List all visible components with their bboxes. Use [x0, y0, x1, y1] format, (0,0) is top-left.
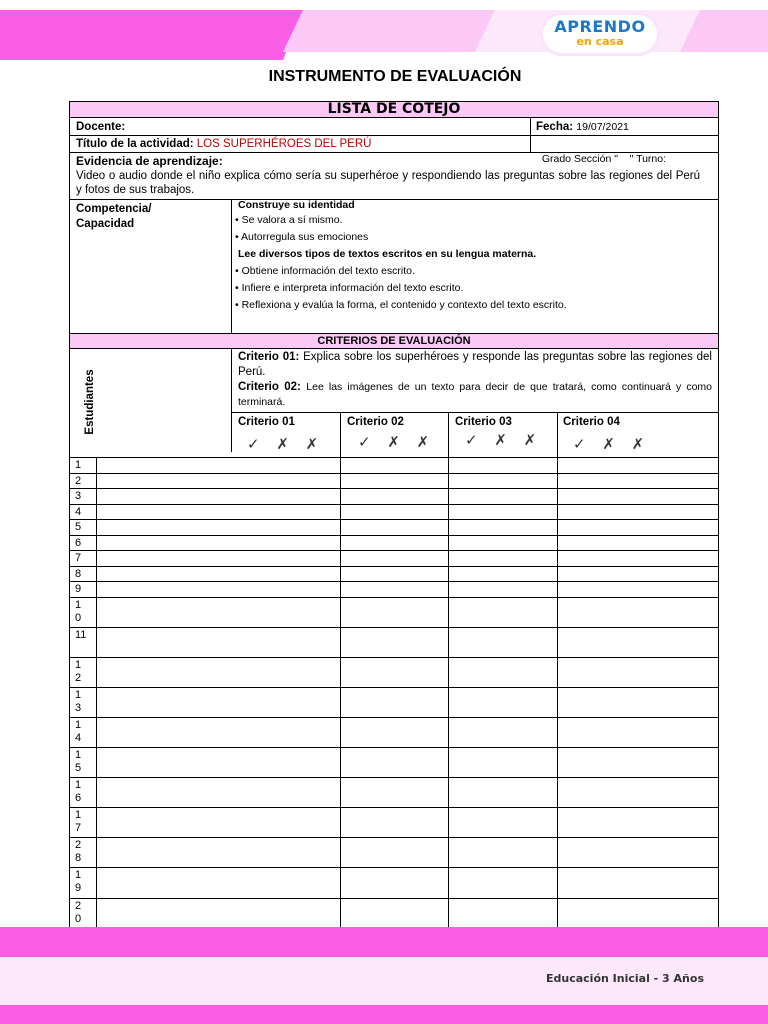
table-cell-c4[interactable] [558, 747, 718, 777]
table-cell-c1[interactable] [232, 747, 340, 777]
table-cell-c2[interactable] [341, 807, 448, 837]
docente-label: Docente: [76, 121, 126, 133]
table-cell-c4[interactable] [558, 717, 718, 747]
table-cell-c4[interactable] [558, 807, 718, 837]
table-cell-c4[interactable] [558, 581, 718, 597]
docente-cell[interactable] [76, 120, 516, 134]
table-cell-c1[interactable] [232, 519, 340, 535]
table-cell-name[interactable] [97, 777, 231, 807]
table-cell-c2[interactable] [341, 898, 448, 928]
table-cell-name[interactable] [97, 519, 231, 535]
list-title: LISTA DE COTEJO [327, 101, 461, 117]
table-cell-name[interactable] [97, 717, 231, 747]
table-cell-c2[interactable] [341, 747, 448, 777]
titulo-cell [76, 137, 526, 151]
table-cell-c3[interactable] [449, 898, 557, 928]
table-cell-name[interactable] [97, 657, 231, 687]
column-header-criterio-03: Criterio 03 [455, 416, 512, 428]
table-cell-c2[interactable] [341, 627, 448, 657]
table-cell-c1[interactable] [232, 488, 340, 504]
table-cell-c1[interactable] [232, 898, 340, 928]
table-cell-c4[interactable] [558, 457, 718, 473]
table-cell-c4[interactable] [558, 898, 718, 928]
row-number: 15 [75, 749, 82, 774]
marks-icon: ✓ ✗ ✗ [573, 435, 651, 453]
comp2-item: • Reflexiona y evalúa la forma, el contenido y contexto del texto escrito. [235, 299, 567, 311]
row-number: 8 [75, 567, 82, 580]
table-cell-c3[interactable] [449, 747, 557, 777]
table-cell-c2[interactable] [341, 504, 448, 520]
table-cell-c2[interactable] [341, 457, 448, 473]
table-cell-c3[interactable] [449, 717, 557, 747]
titulo-label: Título de la actividad: [76, 138, 194, 150]
table-cell-c4[interactable] [558, 777, 718, 807]
table-cell-c3[interactable] [449, 597, 557, 627]
aprendo-en-casa-logo [543, 15, 657, 53]
table-cell-c2[interactable] [341, 535, 448, 551]
row-number: 17 [75, 809, 82, 835]
row-number: 19 [75, 869, 82, 895]
table-cell-c3[interactable] [449, 457, 557, 473]
row-number: 10 [75, 598, 82, 624]
table-cell-c3[interactable] [449, 687, 557, 717]
table-cell-c1[interactable] [232, 581, 340, 597]
row-number: 14 [75, 718, 82, 744]
table-cell-c1[interactable] [232, 657, 340, 687]
table-cell-name[interactable] [97, 898, 231, 928]
table-cell-c4[interactable] [558, 867, 718, 897]
table-cell-name[interactable] [97, 867, 231, 897]
table-cell-c1[interactable] [232, 717, 340, 747]
table-cell-c4[interactable] [558, 837, 718, 867]
page-title: INSTRUMENTO DE EVALUACIÓN [268, 68, 522, 85]
table-cell-name[interactable] [97, 597, 231, 627]
row-number: 7 [75, 552, 82, 564]
table-cell-name[interactable] [97, 535, 231, 551]
comp2-item: • Infiere e interpreta información del texto escrito. [235, 282, 464, 294]
row-number: 4 [75, 505, 82, 518]
table-cell-c2[interactable] [341, 657, 448, 687]
row-number: 2 [75, 474, 82, 487]
row-number: 20 [75, 899, 82, 925]
table-cell-name[interactable] [97, 747, 231, 777]
table-cell-name[interactable] [97, 488, 231, 504]
table-cell-c3[interactable] [449, 867, 557, 897]
table-cell-name[interactable] [97, 807, 231, 837]
table-cell-c3[interactable] [449, 535, 557, 551]
table-cell-c1[interactable] [232, 473, 340, 489]
footer-text: Educación Inicial - 3 Años [545, 972, 704, 985]
table-cell-c1[interactable] [232, 867, 340, 897]
table-cell-c2[interactable] [341, 488, 448, 504]
marks-icon: ✓ ✗ ✗ [465, 431, 543, 449]
table-cell-c1[interactable] [232, 837, 340, 867]
table-cell-c4[interactable] [558, 687, 718, 717]
table-cell-c2[interactable] [341, 867, 448, 897]
grado-text: Grado Sección " " Turno: [541, 153, 667, 165]
table-cell-c4[interactable] [558, 504, 718, 520]
table-cell-c4[interactable] [558, 473, 718, 489]
table-cell-c2[interactable] [341, 566, 448, 582]
table-cell-c4[interactable] [558, 535, 718, 551]
table-cell-c3[interactable] [449, 473, 557, 489]
table-cell-c3[interactable] [449, 837, 557, 867]
table-cell-c4[interactable] [558, 627, 718, 657]
marks-icon: ✓ ✗ ✗ [247, 435, 325, 453]
table-cell-c1[interactable] [232, 535, 340, 551]
column-header-criterio-02: Criterio 02 [347, 416, 404, 428]
evidencia-label: Evidencia de aprendizaje: [76, 154, 223, 168]
table-cell-c3[interactable] [449, 627, 557, 657]
table-cell-c1[interactable] [232, 627, 340, 657]
table-cell-name[interactable] [97, 550, 231, 566]
row-number: 1 [75, 459, 82, 471]
table-cell-c3[interactable] [449, 581, 557, 597]
row-number: 3 [75, 490, 82, 502]
fecha-value: 19/07/2021 [576, 121, 629, 133]
fecha-label: Fecha: [536, 121, 574, 133]
table-cell-c2[interactable] [341, 777, 448, 807]
comp1-title: Construye su identidad [238, 199, 355, 211]
criterios-header: CRITERIOS DE EVALUACIÓN [70, 334, 718, 348]
comp2-item: • Obtiene información del texto escrito. [235, 265, 415, 277]
table-cell-c4[interactable] [558, 566, 718, 582]
comp2-title: Lee diversos tipos de textos escritos en su lengua materna. [238, 248, 537, 260]
table-cell-name[interactable] [97, 504, 231, 520]
competencia-label: Competencia/ Capacidad [76, 203, 152, 230]
table-cell-c1[interactable] [232, 807, 340, 837]
table-cell-c3[interactable] [449, 657, 557, 687]
table-cell-name[interactable] [97, 627, 231, 657]
logo-line2: en casa [576, 35, 624, 48]
table-cell-name[interactable] [97, 473, 231, 489]
table-cell-c2[interactable] [341, 581, 448, 597]
table-cell-c1[interactable] [232, 504, 340, 520]
row-number: 6 [75, 536, 82, 549]
row-number: 12 [75, 658, 82, 684]
evidencia-text: Video o audio donde el niño explica cómo sería su superhéroe y respondiendo las preguntas sobre las regiones del Perú y fotos de sus trabajos. [76, 170, 700, 196]
table-cell-c3[interactable] [449, 777, 557, 807]
table-cell-c3[interactable] [449, 566, 557, 582]
table-cell-c3[interactable] [449, 550, 557, 566]
table-cell-name[interactable] [97, 837, 231, 867]
table-cell-c1[interactable] [232, 777, 340, 807]
list-title-cell [70, 102, 718, 117]
fecha-cell[interactable] [536, 120, 716, 134]
table-cell-c4[interactable] [558, 550, 718, 566]
table-cell-c4[interactable] [558, 488, 718, 504]
table-cell-c1[interactable] [232, 457, 340, 473]
evidencia-cell [76, 154, 700, 197]
logo-line1: APRENDO [554, 17, 646, 36]
marks-icon: ✓ ✗ ✗ [358, 433, 436, 451]
table-cell-c4[interactable] [558, 597, 718, 627]
table-cell-name[interactable] [97, 687, 231, 717]
table-cell-c3[interactable] [449, 488, 557, 504]
table-cell-c4[interactable] [558, 657, 718, 687]
table-cell-c1[interactable] [232, 687, 340, 717]
column-header-criterio-04: Criterio 04 [563, 416, 620, 428]
row-number: 11 [75, 628, 87, 641]
column-header-criterio-01: Criterio 01 [238, 416, 295, 428]
criterios-description: Criterio 01: Explica sobre los superhéroes y responde las preguntas sobre las regiones del Perú. Criterio 02: Lee las imágenes de un texto para decir de que tratará, como continuará y como terminará. [238, 351, 712, 408]
table-cell-c3[interactable] [449, 807, 557, 837]
table-cell-c1[interactable] [232, 550, 340, 566]
row-number: 13 [75, 688, 82, 714]
table-cell-c3[interactable] [449, 519, 557, 535]
table-cell-c4[interactable] [558, 519, 718, 535]
table-cell-c3[interactable] [449, 504, 557, 520]
table-cell-name[interactable] [97, 566, 231, 582]
row-number: 5 [75, 521, 82, 533]
table-cell-c2[interactable] [341, 717, 448, 747]
table-cell-name[interactable] [97, 581, 231, 597]
table-cell-c2[interactable] [341, 519, 448, 535]
titulo-value: LOS SUPERHÉROES DEL PERÚ [196, 138, 372, 150]
table-cell-c2[interactable] [341, 687, 448, 717]
table-cell-name[interactable] [97, 457, 231, 473]
table-cell-c1[interactable] [232, 566, 340, 582]
table-cell-c2[interactable] [341, 597, 448, 627]
table-cell-c2[interactable] [341, 550, 448, 566]
row-number: 28 [75, 839, 82, 865]
comp1-item: • Autorregula sus emociones [235, 231, 369, 243]
row-number: 9 [75, 583, 82, 595]
table-cell-c1[interactable] [232, 597, 340, 627]
table-cell-c2[interactable] [341, 473, 448, 489]
table-cell-c2[interactable] [341, 837, 448, 867]
comp1-item: • Se valora a sí mismo. [235, 214, 343, 226]
competencias-list [235, 199, 715, 314]
row-number: 16 [75, 779, 82, 805]
estudiantes-label: Estudiantes [84, 369, 96, 435]
